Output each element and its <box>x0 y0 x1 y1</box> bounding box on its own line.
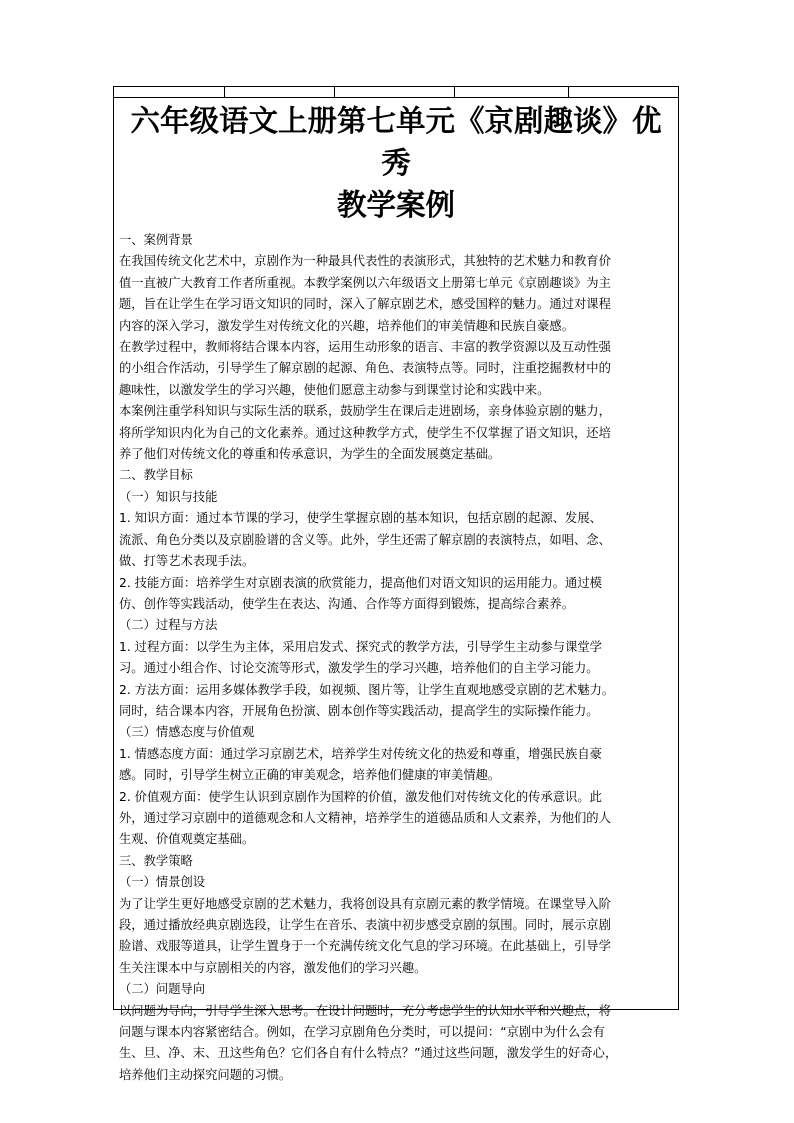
text-line: 2. 技能方面：培养学生对京剧表演的欣赏能力，提高他们对语文知识的运用能力。通过模 <box>119 575 602 590</box>
text-line: （三）情感态度与价值观 <box>119 725 255 740</box>
text-line: 2. 方法方面：运用多媒体教学手段，如视频、图片等，让学生直观地感受京剧的艺术魅力。 <box>119 682 615 697</box>
text-line: 仿、创作等实践活动，使学生在表达、沟通、合作等方面得到锻炼，提高综合素养。 <box>119 596 574 611</box>
text-line: 生观、价值观奠定基础。 <box>119 832 255 847</box>
table-header-row <box>114 87 678 98</box>
text-line: 段，通过播放经典京剧选段，让学生在音乐、表演中初步感受京剧的氛围。同时，展示京剧 <box>119 918 611 932</box>
table-header-cell <box>334 87 455 97</box>
text-line: 内容的深入学习，激发学生对传统文化的兴趣，培养他们的审美情趣和民族自豪感。 <box>119 318 574 333</box>
document-body <box>119 230 673 1086</box>
text-line: 本案例注重学科知识与实际生活的联系，鼓励学生在课后走进剧场，亲身体验京剧的魅力， <box>119 404 611 419</box>
text-line: 题，旨在让学生在学习语文知识的同时，深入了解京剧艺术，感受国粹的魅力。通过对课程 <box>119 297 611 312</box>
document-table <box>113 86 679 1082</box>
text-line: 养了他们对传统文化的尊重和传承意识，为学生的全面发展奠定基础。 <box>119 447 501 462</box>
text-line: 1. 情感态度方面：通过学习京剧艺术，培养学生对传统文化的热爱和尊重，增强民族自豪 <box>119 746 602 761</box>
text-line: 习。通过小组合作、讨论交流等形式，激发学生的学习兴趣，培养他们的自主学习能力。 <box>119 661 599 676</box>
text-line: （一）知识与技能 <box>119 489 218 504</box>
text-line: 1. 知识方面：通过本节课的学习，使学生掌握京剧的基本知识，包括京剧的起源、发展、 <box>119 511 602 526</box>
text-line: 值一直被广大教育工作者所重视。本教学案例以六年级语文上册第七单元《京剧趣谈》为主 <box>119 275 611 290</box>
text-line: 做、打等艺术表现手法。 <box>119 554 255 569</box>
text-line: 感。同时，引导学生树立正确的审美观念，培养他们健康的审美情趣。 <box>119 768 501 783</box>
text-line: 三、教学策略 <box>119 853 193 868</box>
text-line: 同时，结合课本内容，开展角色扮演、剧本创作等实践活动，提高学生的实际操作能力。 <box>119 703 599 718</box>
text-line: 2. 价值观方面：使学生认识到京剧作为国粹的价值，激发他们对传统文化的传承意识。此 <box>119 789 602 804</box>
text-line: 流派、角色分类以及京剧脸谱的含义等。此外，学生还需了解京剧的表演特点，如唱、念、 <box>119 532 611 547</box>
text-line: 将所学知识内化为自己的文化素养。通过这种教学方式，使学生不仅掌握了语文知识，还培 <box>119 425 611 440</box>
text-line: 趣味性，以激发学生的学习兴趣，使他们愿意主动参与到课堂讨论和实践中来。 <box>119 382 550 397</box>
title-line: 六年级语文上册第七单元《京剧趣谈》优秀 <box>130 103 662 180</box>
text-line: 培养他们主动探究问题的习惯。 <box>119 1067 292 1082</box>
table-header-cell <box>114 87 225 97</box>
text-line: 在我国传统文化艺术中，京剧作为一种最具代表性的表演形式，其独特的艺术魅力和教育价 <box>119 254 611 269</box>
text-line: 生关注课本中与京剧相关的内容，激发他们的学习兴趣。 <box>119 960 427 975</box>
document-content <box>119 100 673 1086</box>
text-line: （一）情景创设 <box>119 875 206 890</box>
text-line: 以问题为导向，引导学生深入思考。在设计问题时，充分考虑学生的认知水平和兴趣点，将 <box>119 1003 611 1018</box>
text-line: 的小组合作活动，引导学生了解京剧的起源、角色、表演特点等。同时，注重挖掘教材中的 <box>119 361 611 376</box>
text-line: 生、旦、净、末、丑这些角色？它们各自有什么特点？”通过这些问题，激发学生的好奇心， <box>119 1046 618 1061</box>
text-line: 为了让学生更好地感受京剧的艺术魅力，我将创设具有京剧元素的教学情境。在课堂导入阶 <box>119 896 611 911</box>
text-line: 脸谱、戏服等道具，让学生置身于一个充满传统文化气息的学习环境。在此基础上，引导学 <box>119 939 611 954</box>
document-title <box>119 100 673 226</box>
text-line: （二）问题导向 <box>119 982 206 997</box>
text-line: 1. 过程方面：以学生为主体，采用启发式、探究式的教学方法，引导学生主动参与课堂学 <box>119 639 602 654</box>
text-line: 在教学过程中，教师将结合课本内容，运用生动形象的语言、丰富的教学资源以及互动性强 <box>119 340 611 355</box>
text-line: （二）过程与方法 <box>119 618 218 633</box>
text-line: 问题与课本内容紧密结合。例如，在学习京剧角色分类时，可以提问：“京剧中为什么会有 <box>119 1025 605 1040</box>
table-header-cell <box>454 87 569 97</box>
text-line: 外，通过学习京剧中的道德观念和人文精神，培养学生的道德品质和人文素养，为他们的人 <box>119 810 611 825</box>
text-line: 一、案例背景 <box>119 233 193 247</box>
title-line: 教学案例 <box>336 187 455 222</box>
table-header-cell <box>224 87 335 97</box>
text-line: 二、教学目标 <box>119 468 193 483</box>
